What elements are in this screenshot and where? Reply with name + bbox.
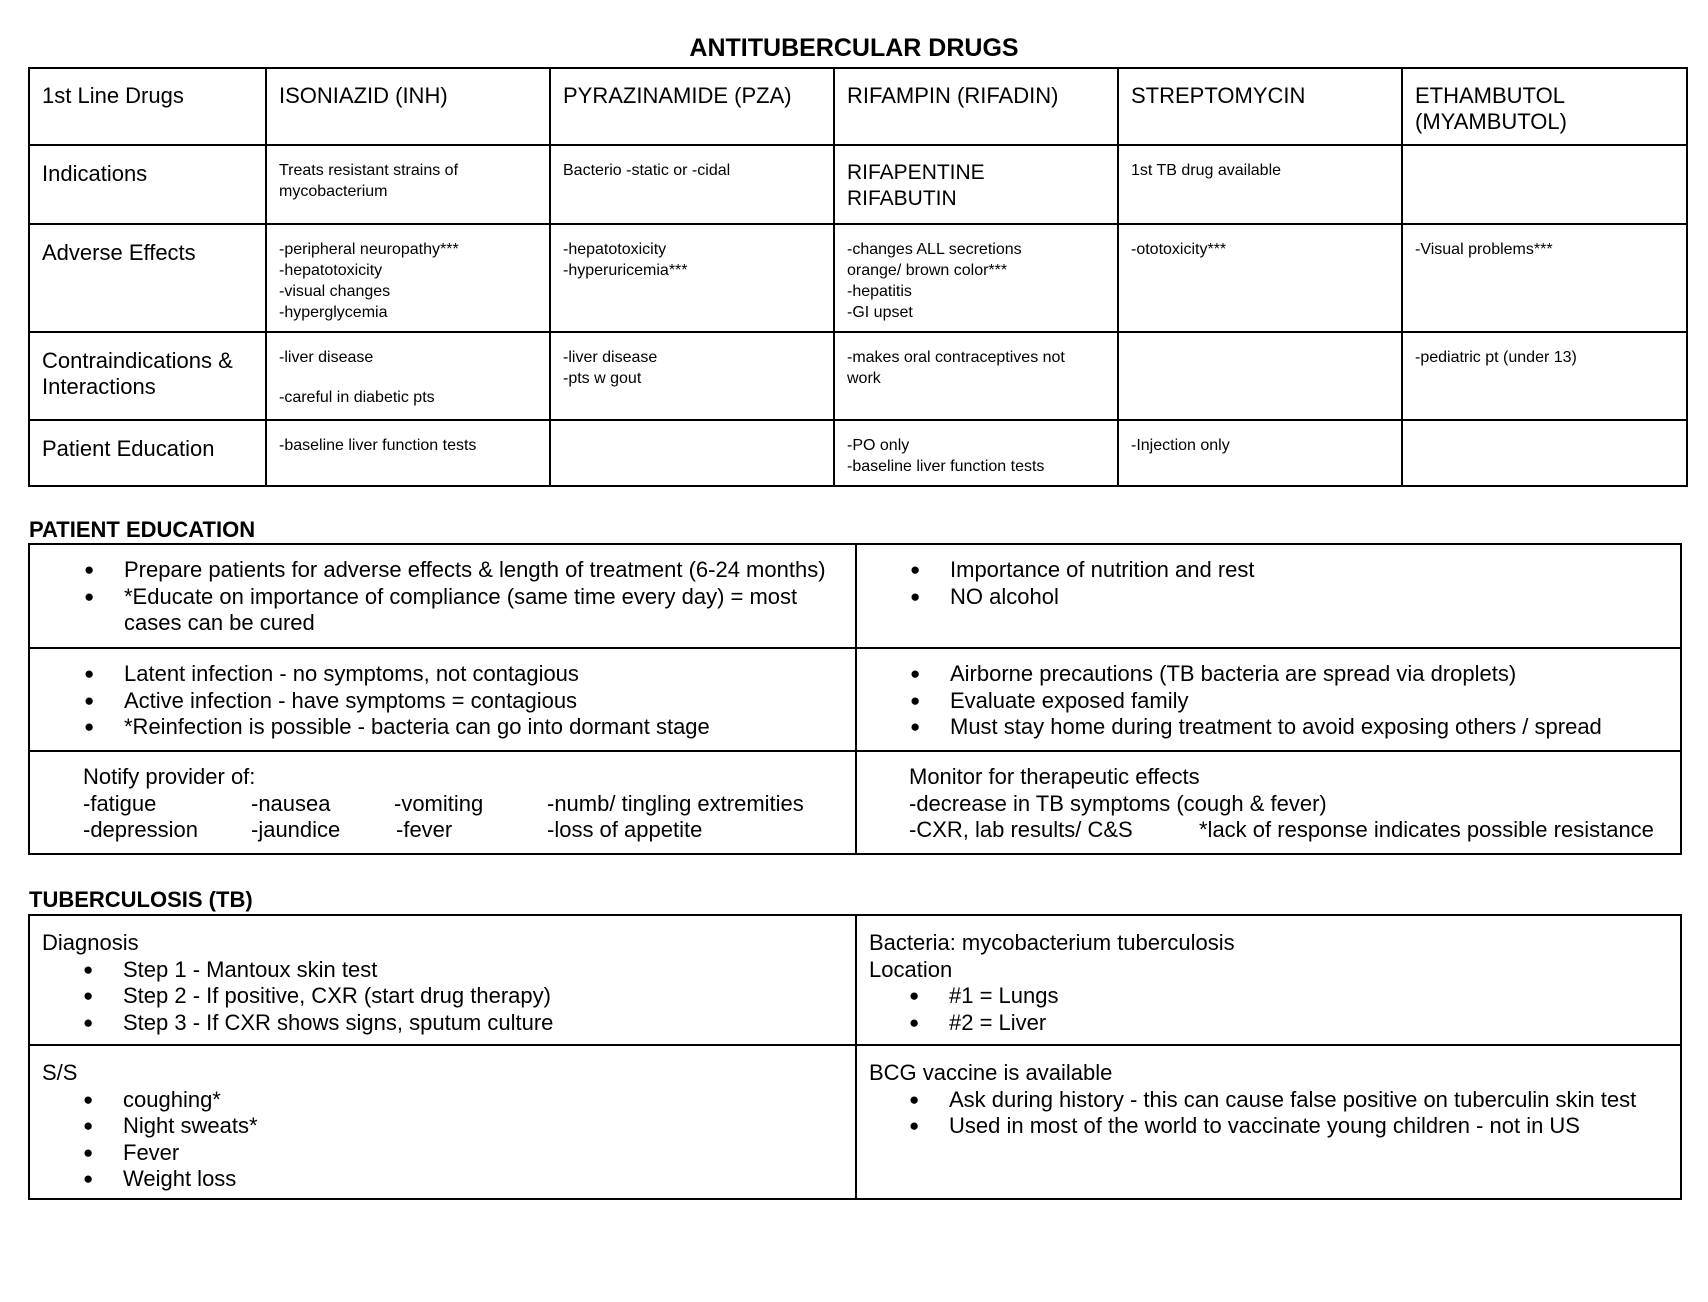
notify-line: [83, 817, 855, 844]
table-cell: [1118, 420, 1402, 486]
drug-table: [28, 67, 1688, 487]
tb-row: [29, 1045, 1681, 1199]
cell-line: -pediatric pt (under 13): [1415, 349, 1577, 366]
cell-line: -baseline liver function tests: [847, 458, 1045, 475]
monitor-line: [909, 817, 1680, 844]
drug-name: RIFAMPIN (RIFADIN): [834, 68, 1118, 145]
table-cell: [550, 145, 834, 224]
indications-row: [29, 145, 1687, 224]
location-title: Location: [869, 956, 953, 982]
table-cell: [1402, 420, 1687, 486]
table-cell: [1118, 332, 1402, 420]
table-cell: [834, 145, 1118, 224]
monitor-item: -CXR, lab results/ C&S: [909, 817, 1133, 842]
cell-line: -ototoxicity***: [1131, 241, 1227, 258]
table-cell: [266, 224, 550, 332]
document-title: ANTITUBERCULAR DRUGS: [689, 34, 1019, 62]
table-cell: [834, 420, 1118, 486]
table-cell: [1402, 145, 1687, 224]
cell-line: Bacterio -static or -cidal: [563, 162, 731, 179]
table-cell: [550, 224, 834, 332]
notify-item: -nausea: [251, 790, 331, 816]
education-row: [29, 544, 1681, 648]
bullet-list: [31, 661, 854, 741]
drug-name: ETHAMBUTOL (MYAMBUTOL): [1402, 68, 1687, 145]
list-item: ● Airborne precautions (TB bacteria are spread via droplets): [858, 661, 1679, 688]
education-cell: [29, 648, 856, 751]
list-item: ● Ask during history - this can cause false positive on tuberculin skin test: [857, 1087, 1680, 1114]
cell-line: mycobacterium: [279, 183, 388, 200]
symptoms-list: [30, 1087, 855, 1193]
table-cell: [550, 332, 834, 420]
list-item: ● Step 1 - Mantoux skin test: [30, 957, 855, 984]
list-item: ● NO alcohol: [858, 584, 1679, 611]
drug-name: ISONIAZID (INH): [266, 68, 550, 145]
patient-education-row: [29, 420, 1687, 486]
row-label: Contraindications & Interactions: [29, 332, 266, 420]
list-item: ● Prepare patients for adverse effects & length of treatment (6-24 months): [31, 557, 847, 584]
notify-item: -loss of appetite: [547, 817, 703, 842]
cell-line: RIFABUTIN: [847, 187, 957, 210]
row-label: Indications: [29, 145, 266, 224]
notify-item: -fever: [396, 817, 453, 842]
cell-line: -PO only: [847, 437, 910, 454]
table-cell: [1118, 224, 1402, 332]
list-item: ● *Educate on importance of compliance (same time every day) = most cases can be cured: [31, 584, 847, 637]
table-cell: [550, 420, 834, 486]
list-item: ● *Reinfection is possible - bacteria can go into dormant stage: [31, 714, 854, 741]
patient-education-heading: PATIENT EDUCATION: [29, 517, 256, 542]
cell-line: work: [847, 370, 881, 387]
symptoms-title: S/S: [42, 1060, 78, 1085]
table-cell: [834, 332, 1118, 420]
adverse-effects-row: [29, 224, 1687, 332]
row-label: Adverse Effects: [29, 224, 266, 332]
cell-line: -changes ALL secretions: [847, 241, 1022, 258]
symptoms-cell: [29, 1045, 856, 1199]
monitor-title: Monitor for therapeutic effects: [909, 764, 1200, 789]
notify-provider-cell: [29, 751, 856, 854]
notify-title: Notify provider of:: [83, 764, 256, 789]
list-item: ● Must stay home during treatment to avoid exposing others / spread: [858, 714, 1679, 741]
list-item: ● Step 3 - If CXR shows signs, sputum culture: [30, 1010, 855, 1037]
education-cell: [29, 544, 856, 648]
corner-cell: 1st Line Drugs: [29, 68, 266, 145]
cell-line: -hyperglycemia: [279, 304, 388, 321]
notify-item: -numb/ tingling extremities: [547, 790, 804, 816]
monitor-item: *lack of response indicates possible resistance: [1199, 817, 1654, 842]
bcg-title: BCG vaccine is available: [869, 1060, 1113, 1085]
bacteria-text: Bacteria: mycobacterium tuberculosis: [869, 930, 1235, 955]
table-cell: [1118, 145, 1402, 224]
row-label: Patient Education: [29, 420, 266, 486]
education-cell: [856, 544, 1681, 648]
notify-item: -jaundice: [251, 817, 341, 842]
cell-line: -peripheral neuropathy***: [279, 241, 459, 258]
cell-line: -liver disease: [279, 349, 374, 366]
cell-line: -liver disease: [563, 349, 658, 366]
table-cell: [266, 420, 550, 486]
diagnosis-title: Diagnosis: [42, 930, 139, 955]
patient-education-grid: [28, 543, 1682, 855]
cell-line: -Injection only: [1131, 437, 1230, 454]
list-item: ● #2 = Liver: [857, 1010, 1680, 1037]
list-item: ● Weight loss: [30, 1166, 855, 1193]
cell-line: orange/ brown color***: [847, 262, 1008, 279]
drug-name: STREPTOMYCIN: [1118, 68, 1402, 145]
bcg-list: [857, 1087, 1680, 1140]
list-item: ● Night sweats*: [30, 1113, 855, 1140]
education-row: [29, 648, 1681, 751]
cell-line: -careful in diabetic pts: [279, 389, 435, 406]
bacteria-cell: [856, 915, 1681, 1045]
location-list: [857, 983, 1680, 1036]
bullet-list: [858, 661, 1679, 741]
notify-item: -depression: [83, 817, 198, 842]
bullet-list: [858, 557, 1679, 610]
list-item: ● Importance of nutrition and rest: [858, 557, 1679, 584]
table-cell: [1402, 332, 1687, 420]
tuberculosis-heading: TUBERCULOSIS (TB): [29, 887, 253, 912]
list-item: ● #1 = Lungs: [857, 983, 1680, 1010]
cell-line: -baseline liver function tests: [279, 437, 477, 454]
education-cell: [856, 648, 1681, 751]
cell-line: -Visual problems***: [1415, 241, 1553, 258]
notify-line: [83, 791, 855, 818]
table-cell: [266, 332, 550, 420]
list-item: ● Step 2 - If positive, CXR (start drug therapy): [30, 983, 855, 1010]
diagnosis-list: [30, 957, 855, 1037]
cell-line: -hepatotoxicity: [279, 262, 383, 279]
monitor-cell: [856, 751, 1681, 854]
bullet-list: [31, 557, 847, 637]
notify-item: -vomiting: [394, 790, 484, 816]
cell-line: -hepatitis: [847, 283, 912, 300]
diagnosis-cell: [29, 915, 856, 1045]
list-item: ● coughing*: [30, 1087, 855, 1114]
list-item: ● Used in most of the world to vaccinate young children - not in US: [857, 1113, 1680, 1140]
bcg-cell: [856, 1045, 1681, 1199]
cell-line: -hyperuricemia***: [563, 262, 688, 279]
cell-line: RIFAPENTINE: [847, 161, 985, 184]
drug-name: PYRAZINAMIDE (PZA): [550, 68, 834, 145]
education-row: [29, 751, 1681, 854]
cell-line: -hepatotoxicity: [563, 241, 667, 258]
list-item: ● Active infection - have symptoms = contagious: [31, 688, 854, 715]
notify-item: -fatigue: [83, 790, 157, 816]
table-cell: [1402, 224, 1687, 332]
list-item: ● Evaluate exposed family: [858, 688, 1679, 715]
cell-line: -makes oral contraceptives not: [847, 349, 1065, 366]
tb-row: [29, 915, 1681, 1045]
drug-header-row: [29, 68, 1687, 145]
cell-line: 1st TB drug available: [1131, 162, 1282, 179]
table-cell: [266, 145, 550, 224]
tuberculosis-grid: [28, 914, 1682, 1200]
cell-gap: [279, 368, 537, 387]
list-item: ● Latent infection - no symptoms, not contagious: [31, 661, 854, 688]
table-cell: [834, 224, 1118, 332]
contraindications-row: [29, 332, 1687, 420]
cell-line: -GI upset: [847, 304, 913, 321]
monitor-line: -decrease in TB symptoms (cough & fever): [909, 790, 1327, 816]
cell-line: Treats resistant strains of: [279, 162, 459, 179]
list-item: ● Fever: [30, 1140, 855, 1167]
cell-line: -pts w gout: [563, 370, 642, 387]
cell-line: -visual changes: [279, 283, 391, 300]
